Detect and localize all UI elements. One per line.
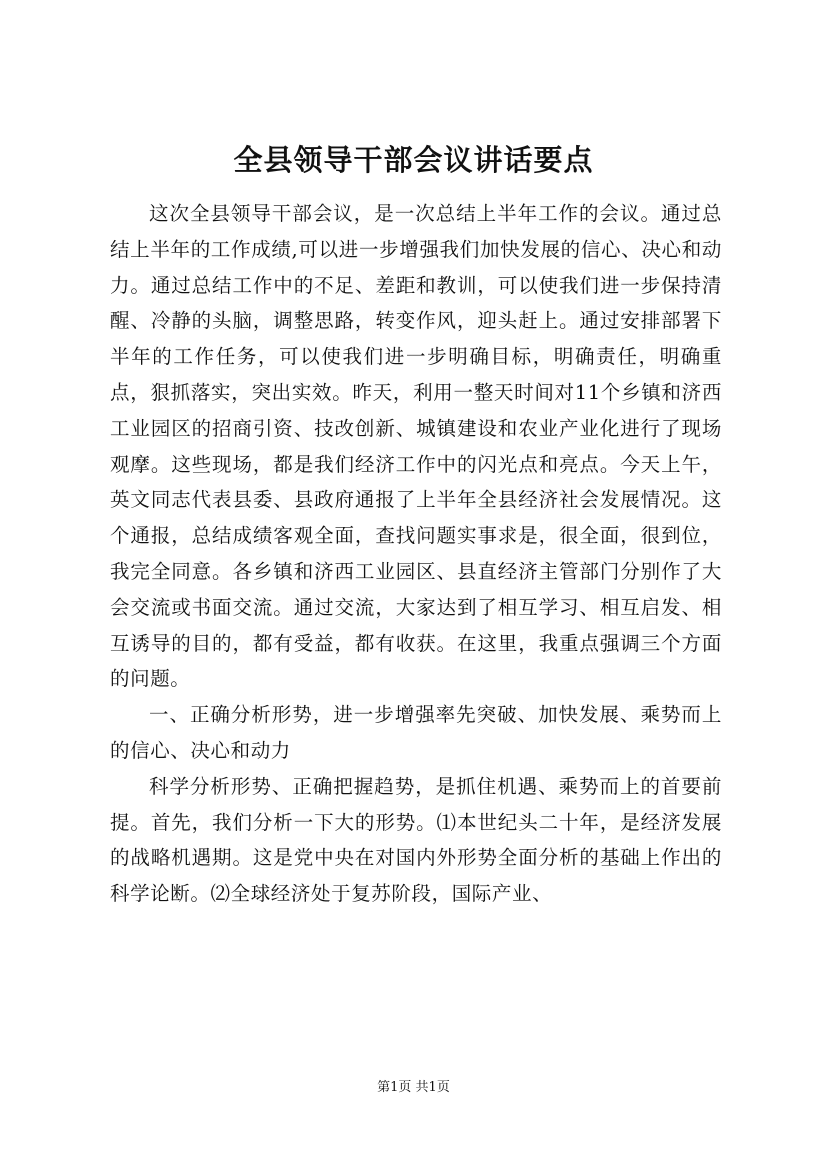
paragraph-intro: 这次全县领导干部会议，是一次总结上半年工作的会议。通过总结上半年的工作成绩,可以进一步增强我们加快发展的信心、决心和动力。通过总结工作中的不足、差距和教训，可以使我们进一步保持清醒、冷静的头脑，调整思路，转变作风，迎头赶上。通过安排部署下半年的工作任务，可以使我们进一步明确目标，明确责任，明确重点，狠抓落实，突出实效。昨天，利用一整天时间对11个乡镇和济西工业园区的招商引资、技改创新、城镇建设和农业产业化进行了现场观摩。这些现场，都是我们经济工作中的闪光点和亮点。今天上午，英文同志代表县委、县政府通报了上半年全县经济社会发展情况。这个通报，总结成绩客观全面，查找问题实事求是，很全面，很到位，我完全同意。各乡镇和济西工业园区、县直经济主管部门分别作了大会交流或书面交流。通过交流，大家达到了相互学习、相互启发、相互诱导的目的，都有受益，都有收获。在这里，我重点强调三个方面的问题。 [110,202,722,691]
section-heading-1: 一、正确分析形势，进一步增强率先突破、加快发展、乘势而上的信心、决心和动力 [110,703,722,762]
page-footer: 第1页 共1页 [377,1080,450,1095]
paragraph-analysis: 科学分析形势、正确把握趋势，是抓住机遇、乘势而上的首要前提。首先，我们分析一下大的形势。⑴本世纪头二十年，是经济发展的战略机遇期。这是党中央在对国内外形势全面分析的基础上作出的科学论断。⑵全球经济处于复苏阶段，国际产业、 [110,774,722,906]
document-title: 全县领导干部会议讲话要点 [233,143,594,177]
document-body [110,196,722,912]
